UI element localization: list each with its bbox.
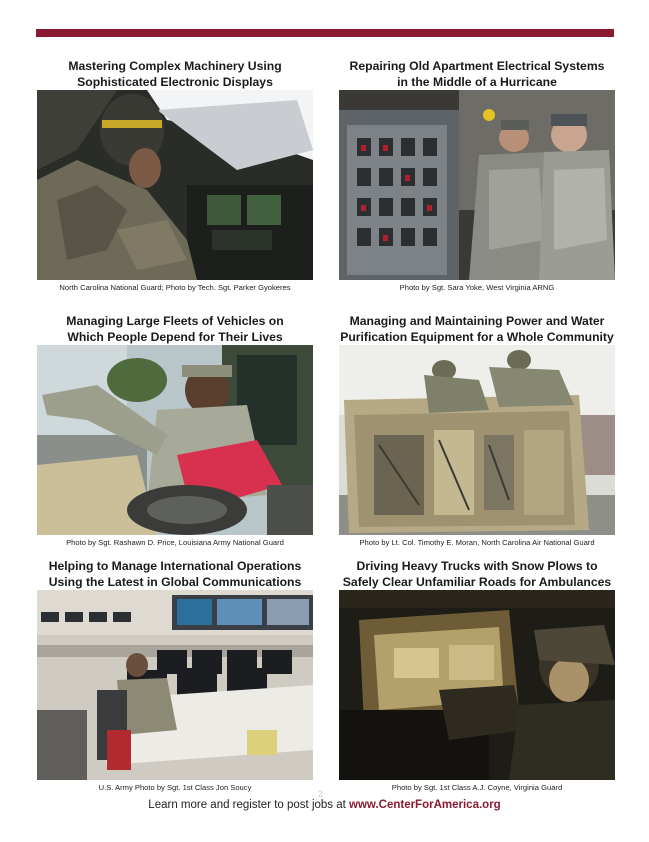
panel-machinery [37,56,313,293]
vehicle-maintenance-photo [37,345,313,535]
panel-title: Mastering Complex Machinery Using Sophisticated Electronic Displays [68,59,282,89]
panel-title: Managing Large Fleets of Vehicles on Which People Depend for Their Lives [66,314,284,344]
photo-caption: Photo by Sgt. Rashawn D. Price, Louisiana Army National Guard [66,538,284,547]
panel-operations [37,556,313,793]
page-number: 2 [318,789,324,799]
footer [0,799,649,811]
panel-electrical [339,56,615,293]
panel-title: Repairing Old Apartment Electrical Systems in the Middle of a Hurricane [349,59,605,89]
panel-title: Managing and Maintaining Power and Water Purification Equipment for a Whole Community [340,314,614,344]
helicopter-cockpit-photo [37,90,313,280]
photo-caption: U.S. Army Photo by Sgt. 1st Class Jon Soucy [98,783,252,792]
panel-heavy-trucks [339,556,615,793]
water-purification-photo [339,345,615,535]
panel-title: Driving Heavy Trucks with Snow Plows to Safely Clear Unfamiliar Roads for Ambulances [342,559,612,589]
photo-caption: Photo by Sgt. 1st Class A.J. Coyne, Virginia Guard [391,783,563,792]
photo-caption: North Carolina National Guard; Photo by Tech. Sgt. Parker Gyokeres [59,283,291,292]
panel-title: Helping to Manage International Operations Using the Latest in Global Communications [48,559,302,589]
footer-text: Learn more and register to post jobs at [148,799,350,811]
top-rule [36,29,614,37]
photo-caption: Photo by Lt. Col. Timothy E. Moran, North Carolina Air National Guard [359,538,595,547]
panel-water-purification [339,311,615,548]
panel-vehicles [37,311,313,548]
photo-caption: Photo by Sgt. Sara Yoke, West Virginia ARNG [399,283,555,292]
footer-link[interactable]: www.CenterForAmerica.org [349,799,501,811]
electrical-panel-photo [339,90,615,280]
operations-center-photo [37,590,313,780]
truck-driver-photo [339,590,615,780]
